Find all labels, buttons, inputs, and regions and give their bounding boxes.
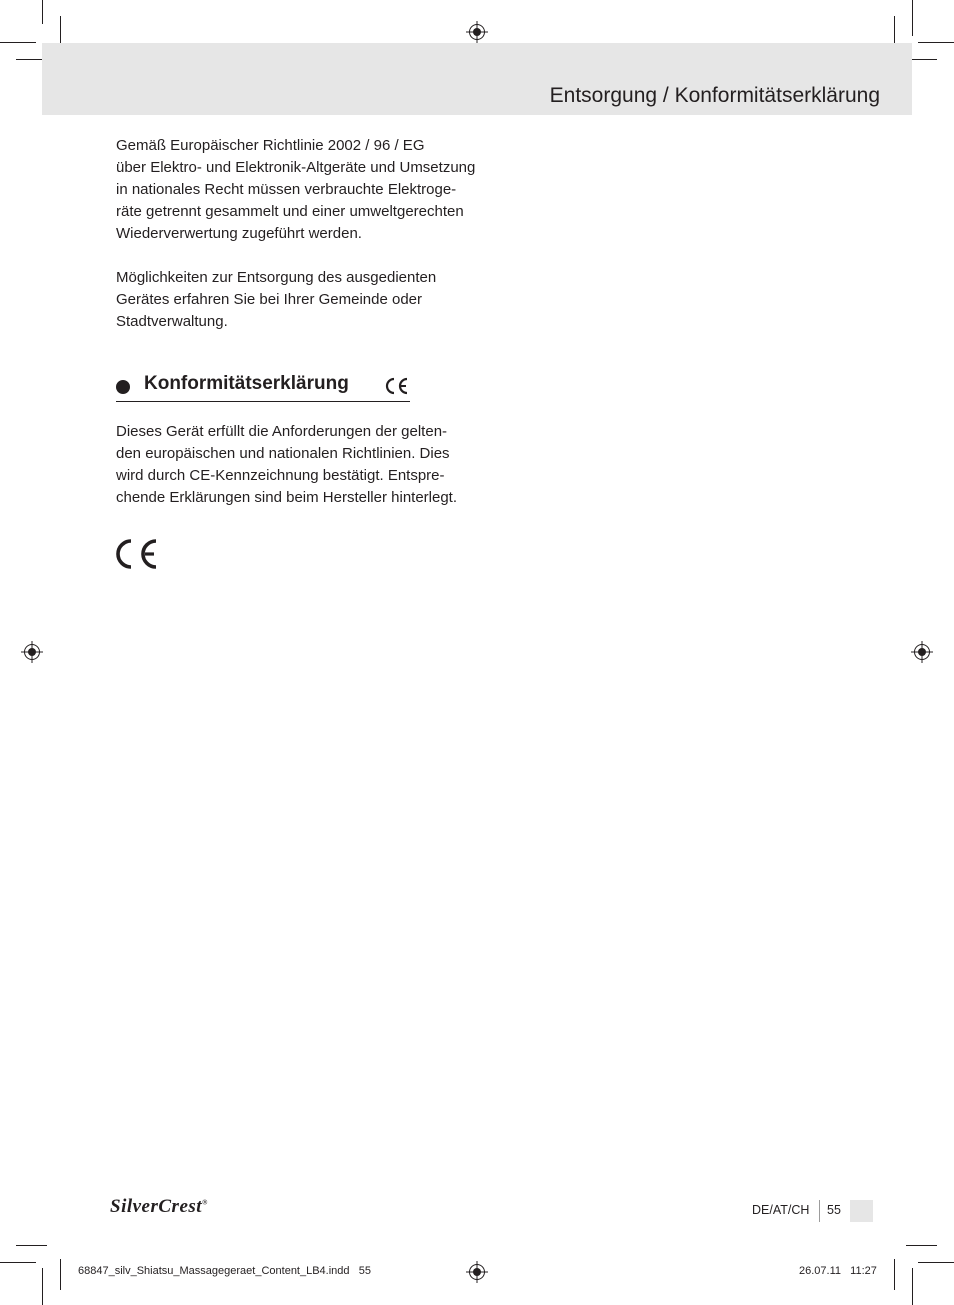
crop-mark [16, 1245, 47, 1246]
text-line: Möglichkeiten zur Entsorgung des ausgedienten [116, 269, 437, 286]
crop-mark [60, 1259, 61, 1290]
text-line: den europäischen und nationalen Richtlinien. Dies [116, 445, 450, 462]
crop-mark [912, 0, 913, 36]
crop-mark [906, 1245, 937, 1246]
crop-mark [42, 1268, 43, 1305]
text-line: Gerätes erfahren Sie bei Ihrer Gemeinde oder [116, 291, 422, 308]
conformity-paragraph [116, 421, 476, 509]
text-line: über Elektro- und Elektronik-Altgeräte und Umsetzung [116, 159, 476, 176]
registered-mark: ® [202, 1198, 208, 1207]
crop-mark [912, 1268, 913, 1305]
crop-mark [918, 42, 954, 43]
brand-name: SilverCrest [110, 1196, 203, 1217]
text-line: räte getrennt gesammelt und einer umweltgerechten [116, 203, 464, 220]
page-title: Entsorgung / Konformitätserklärung [549, 84, 880, 107]
crop-mark [0, 42, 36, 43]
disposal-info-paragraph [116, 267, 476, 333]
text-line: Wiederverwertung zugeführt werden. [116, 225, 362, 242]
crop-mark [42, 0, 43, 24]
registration-mark-icon [911, 641, 933, 663]
ce-mark-icon [114, 538, 160, 570]
crop-mark [894, 1259, 895, 1290]
brand-logo [110, 1196, 208, 1218]
text-line: in nationales Recht müssen verbrauchte Elektroge- [116, 181, 457, 198]
text-line: Gemäß Europäischer Richtlinie 2002 / 96 / EG [116, 137, 425, 154]
registration-mark-icon [466, 21, 488, 43]
divider [819, 1200, 820, 1222]
registration-mark-icon [466, 1261, 488, 1283]
crop-mark [0, 1262, 36, 1263]
region-label: DE/AT/CH [752, 1203, 810, 1217]
text-line: chende Erklärungen sind beim Hersteller hinterlegt. [116, 489, 458, 506]
text-line: Stadtverwaltung. [116, 313, 228, 330]
section-heading-text: Konformitätserklärung [144, 373, 349, 394]
page-number: 55 [827, 1203, 841, 1217]
section-heading [116, 372, 410, 402]
disposal-paragraph [116, 135, 476, 245]
registration-mark-icon [21, 641, 43, 663]
print-slug-file: 68847_silv_Shiatsu_Massagegeraet_Content_LB4.indd 55 [78, 1265, 371, 1277]
text-line: wird durch CE-Kennzeichnung bestätigt. Entspre- [116, 467, 445, 484]
bullet-icon [116, 380, 130, 394]
page-tab [850, 1200, 873, 1222]
crop-mark [918, 1262, 954, 1263]
text-line: Dieses Gerät erfüllt die Anforderungen der gelten- [116, 423, 448, 440]
ce-mark-icon [384, 376, 410, 396]
print-slug-date: 26.07.11 11:27 [799, 1265, 877, 1277]
